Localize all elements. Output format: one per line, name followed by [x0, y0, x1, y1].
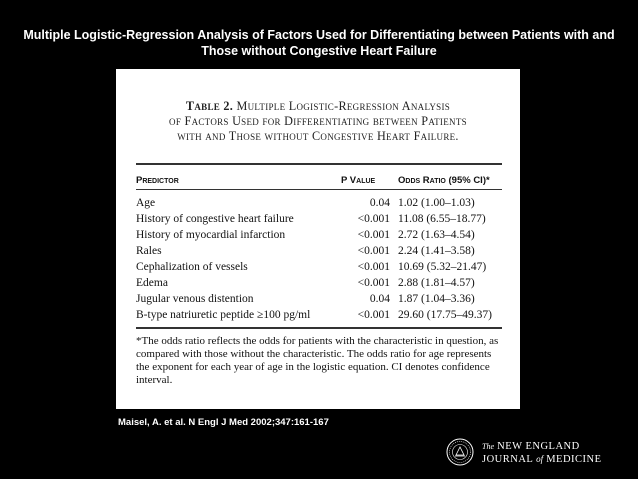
table-row	[136, 259, 502, 275]
table-card	[116, 69, 520, 409]
row-odds-ratio: 2.72 (1.63–4.54)	[398, 229, 475, 241]
citation: Maisel, A. et al. N Engl J Med 2002;347:161-167	[118, 417, 329, 428]
table-row	[136, 227, 502, 243]
row-predictor: Jugular venous distention	[136, 293, 254, 305]
row-p-value: 0.04	[369, 197, 390, 209]
header-predictor: Predictor	[136, 175, 179, 186]
row-odds-ratio: 10.69 (5.32–21.47)	[398, 261, 487, 273]
journal-line2-b: MEDICINE	[546, 454, 602, 465]
table-row	[136, 307, 502, 323]
header-bottom-rule	[136, 189, 502, 190]
row-p-value: <0.001	[357, 213, 390, 225]
row-odds-ratio: 1.87 (1.04–3.36)	[398, 293, 475, 305]
table-row	[136, 195, 502, 211]
journal-line2-of: of	[536, 454, 544, 464]
journal-line1-main: NEW ENGLAND	[497, 441, 580, 452]
row-p-value: <0.001	[357, 309, 390, 321]
journal-name	[482, 441, 602, 466]
header-p-value: P Value	[341, 175, 376, 186]
table-caption-line-3: with and Those without Congestive Heart Failure.	[177, 129, 459, 143]
journal-line-2	[482, 453, 602, 466]
row-odds-ratio: 29.60 (17.75–49.37)	[398, 309, 492, 321]
row-predictor: History of myocardial infarction	[136, 229, 286, 241]
row-odds-ratio: 2.88 (1.81–4.57)	[398, 277, 475, 289]
table-bottom-rule	[136, 327, 502, 329]
row-predictor: Cephalization of vessels	[136, 261, 248, 273]
row-predictor: Age	[136, 197, 156, 209]
row-predictor: Rales	[136, 245, 162, 257]
table-number: Table 2.	[185, 99, 234, 113]
journal-logo	[446, 438, 626, 470]
slide-title: Multiple Logistic-Regression Analysis of Factors Used for Differentiating between Patients with and Those without Congestive Heart Failure	[23, 28, 615, 58]
row-odds-ratio: 1.02 (1.00–1.03)	[398, 197, 475, 209]
journal-line2-a: JOURNAL	[482, 454, 533, 465]
table-caption-line-1	[116, 99, 520, 114]
row-p-value: <0.001	[357, 245, 390, 257]
row-predictor: History of congestive heart failure	[136, 213, 294, 225]
table-row	[136, 291, 502, 307]
journal-prefix: The	[482, 442, 494, 451]
table-row	[136, 211, 502, 227]
row-predictor: Edema	[136, 277, 168, 289]
row-p-value: 0.04	[369, 293, 390, 305]
row-p-value: <0.001	[357, 229, 390, 241]
table-caption-line-2: of Factors Used for Differentiating between Patients	[169, 114, 467, 128]
table-caption-text-1: Multiple Logistic-Regression Analysis	[236, 99, 451, 113]
seal-icon	[446, 438, 474, 466]
header-top-rule	[136, 163, 502, 165]
row-odds-ratio: 2.24 (1.41–3.58)	[398, 245, 475, 257]
table-row	[136, 275, 502, 291]
row-odds-ratio: 11.08 (6.55–18.77)	[398, 213, 486, 225]
row-p-value: <0.001	[357, 277, 390, 289]
row-p-value: <0.001	[357, 261, 390, 273]
row-predictor: B-type natriuretic peptide ≥100 pg/ml	[136, 309, 311, 321]
table-caption	[116, 99, 520, 144]
table-row	[136, 243, 502, 259]
table-footnote: *The odds ratio reflects the odds for patients with the characteristic in question, as compared with those without the characteristic. The odds ratio for age represents the exponent for each year of age in the logistic equation. CI denotes confidence interval.	[136, 335, 499, 386]
journal-line-1	[482, 441, 602, 453]
header-odds-ratio: Odds Ratio (95% CI)*	[398, 175, 490, 186]
